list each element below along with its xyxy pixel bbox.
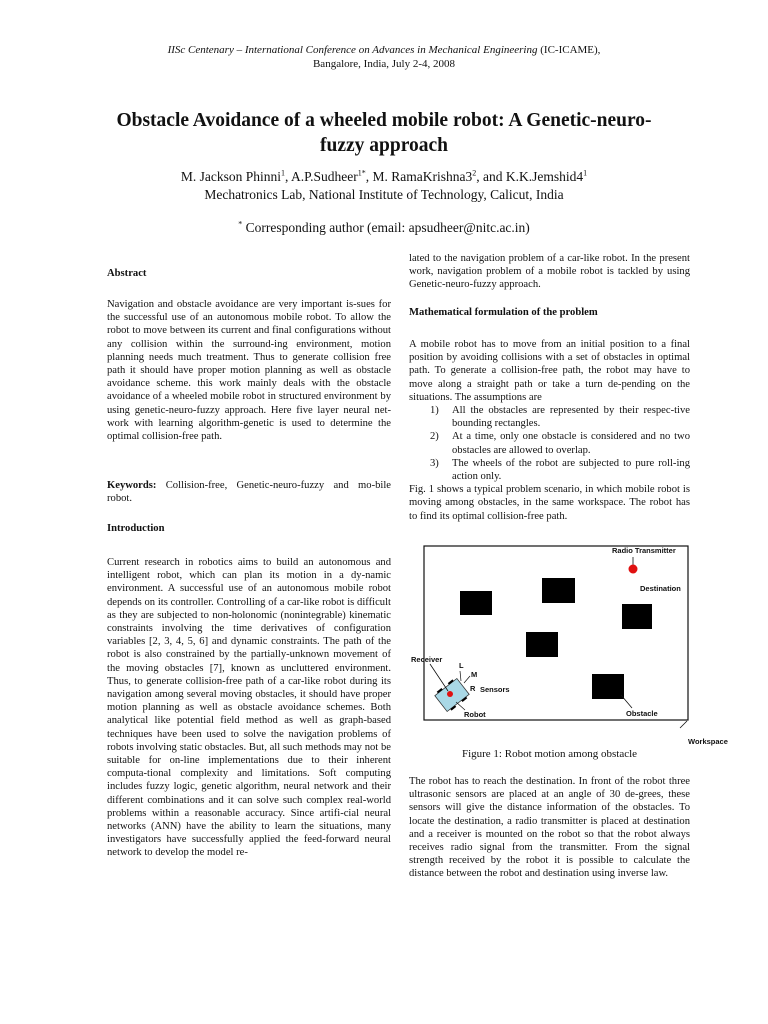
math-intro: A mobile robot has to move from an initial position to a final position by avoiding collisions with a set of obstacles in optimal path. To generate a collision-free path, the robot may have to move along a straight path or take a turn de-pending on the situations. The assumptions are (409, 339, 690, 403)
radio-transmitter-label: Radio Transmitter (612, 546, 676, 555)
keywords-label: Keywords: (107, 480, 157, 491)
obstacle (542, 578, 575, 603)
obstacle (460, 591, 492, 615)
workspace-diagram (408, 540, 732, 750)
workspace-label: Workspace (688, 737, 728, 746)
author-line (0, 168, 768, 186)
conference-location-date: Bangalore, India, July 2-4, 2008 (312, 58, 456, 70)
paper-title: Obstacle Avoidance of a wheeled mobile robot: A Genetic-neuro-fuzzy approach (116, 110, 652, 156)
robot-label: Robot (464, 710, 486, 719)
figure-caption: Figure 1: Robot motion among obstacle (461, 748, 638, 760)
destination-marker (629, 565, 638, 574)
receiver-label: Receiver (411, 655, 443, 664)
workspace-leader (680, 721, 687, 728)
right-column-continuation: lated to the navigation problem of a car-like robot. In the present work, navigation problem of a mobile robot is tackled by using Genetic-neuro-fuzzy approach. (409, 253, 690, 291)
keywords: Keywords: Collision-free, Genetic-neuro-fuzzy and mo-bile robot. (107, 480, 391, 505)
conference-abbrev: (IC-ICAME), (537, 44, 601, 56)
list-item: 3) The wheels of the robot are subjected to pure roll-ing action only. (430, 457, 690, 483)
sensors-label: Sensors (480, 685, 510, 694)
math-section (409, 338, 690, 523)
author: M. $RamaKrishna3^2$, and (372, 168, 506, 184)
destination-label: Destination (640, 584, 681, 593)
obstacle (592, 674, 624, 699)
corresponding-author: * Corresponding author (email: apsudheer@nitc.ac.in) (238, 219, 530, 235)
list-item: 2) At a time, only one obstacle is considered and no two obstacles are allowed to overlap. (430, 431, 690, 456)
math-heading: Mathematical formulation of the problem (409, 307, 598, 318)
affiliation: Mechatronics Lab, National Institute of Technology, Calicut, India (204, 187, 564, 202)
conference-header (0, 43, 768, 57)
math-after-list: Fig. 1 shows a typical problem scenario, in which mobile robot is moving among obstacles, in the same workspace. The robot has to find its optimal collision-free path. (409, 484, 690, 522)
introduction-heading: Introduction (107, 523, 165, 534)
sensor-r-label: R (470, 684, 476, 693)
list-item: 1) All the obstacles are represented by their respec-tive bounding rectangles. (430, 405, 690, 430)
abstract-heading: Abstract (107, 268, 147, 279)
introduction-text: Current research in robotics aims to build an autonomous and intelligent robot, which can plan its motion in a dy-namic environment. A successful use of an autonomous mobile robot depends on its controller. Controlling of a car-like robot is difficult as they are subjected to non-holonomic (nonintegrable) kinematic constraints involving the time derivatives of configuration variables [2, 3, 4, 5, 6] and dynamic constraints. The path of the robot is also constrained by the partially-unknown movement of the moving obstacles [7], known as uncluttered environment. Thus, to generate collision-free path of a car-like robot during its navigation among several moving obstacles, it should have proper motion planning as well as obstacle avoidance schemes. Both analytical like potential field method as well as graph-based techniques have been used to solve the navigation problems of robots involving static obstacles. But, all such methods may not be suitable for on-line implementations due to their inherent computa-tional complexity and limitations. Soft computing includes fuzzy logic, genetic algorithm, neural network and their different combinations and it can solve such complex real-world problems within a reasonable accuracy. Since artifi-cial neural networks (ANN) have the ability to learn the situations, many investigators have successfully applied the feed-forward neural network to develop the model re- (107, 557, 391, 859)
obstacle-label: Obstacle (626, 709, 658, 718)
conference-name: IISc Centenary – International Conference on Advances in Mechanical Engineering (167, 44, 538, 56)
sensor-m-label: M (471, 670, 478, 679)
sensor-l-label: L (459, 661, 464, 670)
author: $K.K.Jemshid4^1$ (505, 168, 588, 184)
obstacle (622, 604, 652, 629)
assumption-list (409, 404, 690, 483)
author: M. Jackson Phinni$^1$, (180, 168, 292, 184)
obstacle (526, 632, 558, 657)
figure-robot-workspace (408, 540, 732, 750)
abstract-text: Navigation and obstacle avoidance are very important is-sues for the successful use of an autonomous mobile robot. To allow the robot to move between its current and final configurations without any collision within the surround-ing environment, motion planning needs much treatment. Thus to generate collision free path it should have proper motion planning as well as obstacle avoidance scheme. this work mainly deals with the obstacle avoidance of a wheeled mobile robot in structured environment by using genetic-neuro-fuzzy approach. Here five layer neural net-work with learning algorithm-genetic is used to determine the optimal collision-free path. (107, 299, 391, 443)
receiver-marker (447, 691, 453, 697)
post-figure-text: The robot has to reach the destination. In front of the robot three ultrasonic sensors are placed at an angle of 30 de-grees, these sensors will give the distance information of the obstacles. To locate the destination, a radio transmitter is placed at destination and a receiver is mounted on the robot so that the robot always receives radio signal from the transmitter. From the signal strength received by the robot it is possible to calculate the distance between the robot and destination using inverse law. (409, 776, 690, 880)
author: A.P.Sudheer$^{1*}$, (291, 168, 373, 184)
